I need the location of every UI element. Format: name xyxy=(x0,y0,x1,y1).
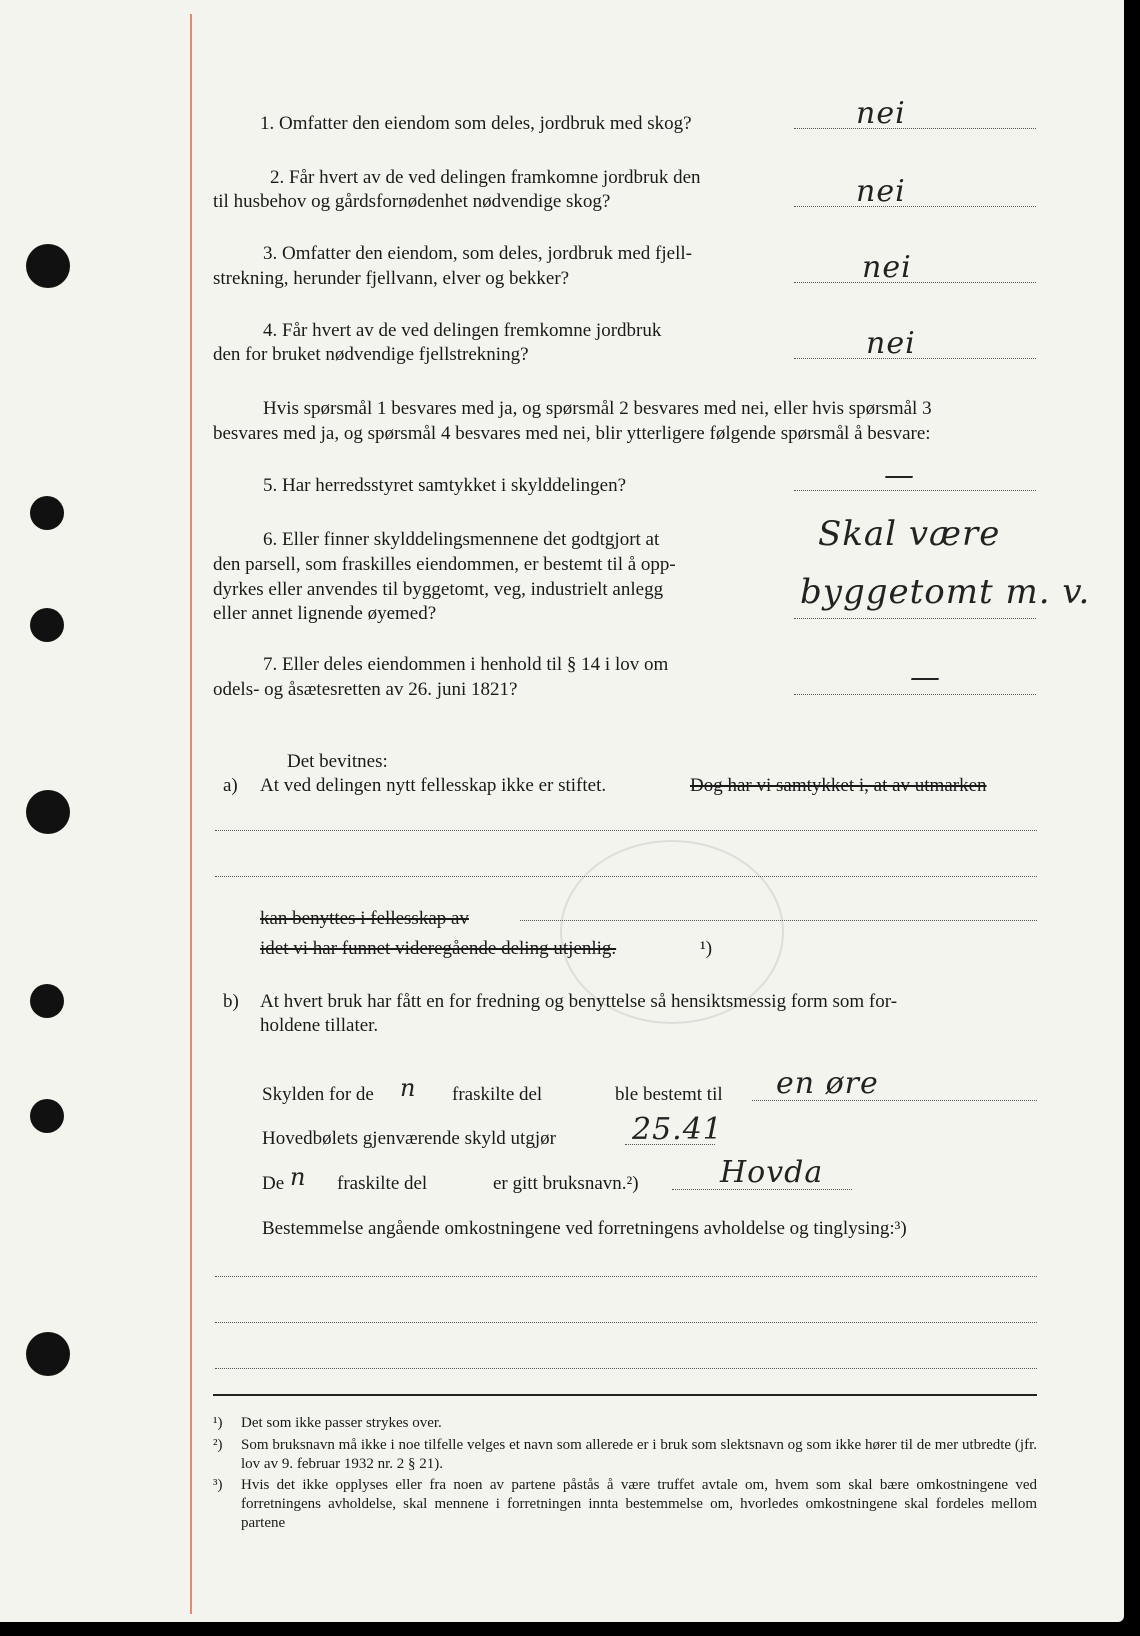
footnote-text: Det som ikke passer strykes over. xyxy=(241,1415,442,1431)
footnote-text: Som bruksnavn må ikke i noe tilfelle velges et navn som allerede er i bruk som slektsnavn og som ikke hører til de mer utbredte (jfr. lov av 9. februar 1932 nr. 2 § 21). xyxy=(241,1437,1037,1472)
punch-hole xyxy=(30,496,64,530)
punch-hole xyxy=(26,790,70,834)
hoved-label: Hovedbølets gjenværende skyld utgjør xyxy=(262,1128,556,1149)
question-5: 5. Har herredsstyret samtykket i skylddelingen? xyxy=(263,475,627,496)
footnote-mark: ³) xyxy=(213,1477,223,1493)
footnote-2 xyxy=(213,1436,1037,1476)
footnote-3 xyxy=(213,1476,1037,1536)
skyld-handwritten-n: n xyxy=(400,1074,417,1102)
blank-line xyxy=(520,920,1037,921)
question-4-line2: den for bruket nødvendige fjellstrekning? xyxy=(213,344,529,365)
attest-struck-2: kan benyttes i fellesskap av xyxy=(260,908,469,929)
attest-a-label: a) xyxy=(223,775,238,796)
footnote-mark: ¹) xyxy=(213,1415,223,1431)
attest-struck-3-note: ¹) xyxy=(700,938,713,959)
question-6-line2: den parsell, som fraskilles eiendommen, er bestemt til å opp- xyxy=(213,554,676,575)
question-1: 1. Omfatter den eiendom som deles, jordbruk med skog? xyxy=(260,113,692,134)
punch-hole xyxy=(30,1099,64,1133)
skyld-label-post: ble bestemt til xyxy=(615,1084,723,1105)
punch-hole xyxy=(26,244,70,288)
answer-line xyxy=(794,282,1036,283)
question-3-line1: 3. Omfatter den eiendom, som deles, jordbruk med fjell- xyxy=(263,243,692,264)
attest-b-line2: holdene tillater. xyxy=(260,1015,379,1036)
margin-line xyxy=(190,14,192,1614)
attest-b-label: b) xyxy=(223,991,239,1012)
navn-handwritten-n: n xyxy=(290,1163,307,1191)
navn-value: Hovda xyxy=(720,1155,824,1190)
hoved-value: 25.41 xyxy=(632,1112,723,1147)
answer-q6-line2: byggetomt m. v. xyxy=(800,572,1091,612)
question-7-line1: 7. Eller deles eiendommen i henhold til § 14 i lov om xyxy=(263,654,669,675)
question-2-line2: til husbehov og gårdsfornødenhet nødvendige skog? xyxy=(213,191,611,212)
question-7-line2: odels- og åsætesretten av 26. juni 1821? xyxy=(213,679,518,700)
attest-a-struck: Dog har vi samtykket i, at av utmarken xyxy=(690,775,987,796)
skyld-label-pre: Skylden for de xyxy=(262,1084,374,1105)
footnote-rule xyxy=(213,1394,1037,1396)
attest-heading: Det bevitnes: xyxy=(287,751,388,772)
blank-line xyxy=(215,830,1037,831)
blank-line xyxy=(215,1276,1037,1277)
blank-line xyxy=(215,1322,1037,1323)
answer-q2: nei xyxy=(856,174,906,209)
answer-q3: nei xyxy=(862,250,912,285)
answer-q5: — xyxy=(884,458,915,493)
condition-line1: Hvis spørsmål 1 besvares med ja, og spørsmål 2 besvares med nei, eller hvis spørsmål 3 xyxy=(263,398,932,419)
navn-label-pre: De xyxy=(262,1173,285,1194)
answer-line xyxy=(794,618,1036,619)
answer-line xyxy=(794,128,1036,129)
question-3-line2: strekning, herunder fjellvann, elver og bekker? xyxy=(213,268,570,289)
question-6-line1: 6. Eller finner skylddelingsmennene det godtgjort at xyxy=(263,529,660,550)
footnote-1 xyxy=(213,1414,1037,1434)
punch-hole xyxy=(26,1332,70,1376)
attest-b-line1: At hvert bruk har fått en for fredning og benyttelse så hensiktsmessig form som for- xyxy=(260,991,898,1012)
attest-a-text: At ved delingen nytt fellesskap ikke er stiftet. xyxy=(260,775,607,796)
skyld-label-mid: fraskilte del xyxy=(452,1084,543,1105)
answer-q1: nei xyxy=(856,96,906,131)
answer-line xyxy=(794,206,1036,207)
answer-q4: nei xyxy=(866,326,916,361)
footnote-text: Hvis det ikke opplyses eller fra noen av partene påstås å være truffet avtale om, hvem som skal bære omkostningene ved forretningens avholdelse, skal mennene i forretningen innta bestemmelse om, hvorledes omkostningene skal fordeles mellom partene xyxy=(241,1477,1037,1531)
bestemmelse-label: Bestemmelse angående omkostningene ved forretningens avholdelse og tinglysing:³) xyxy=(262,1218,907,1239)
answer-q7: — xyxy=(910,660,941,695)
question-2-line1: 2. Får hvert av de ved delingen framkomne jordbruk den xyxy=(270,167,701,188)
punch-hole xyxy=(30,608,64,642)
condition-line2: besvares med ja, og spørsmål 4 besvares med nei, blir ytterligere følgende spørsmål å besvare: xyxy=(213,423,931,444)
punch-hole xyxy=(30,984,64,1018)
attest-struck-3: idet vi har funnet videregående deling utjenlig. xyxy=(260,938,617,959)
footnote-mark: ²) xyxy=(213,1437,223,1453)
navn-label-mid: fraskilte del xyxy=(337,1173,428,1194)
blank-line xyxy=(215,1368,1037,1369)
question-6-line4: eller annet lignende øyemed? xyxy=(213,603,437,624)
answer-line xyxy=(794,490,1036,491)
navn-label-post: er gitt bruksnavn.²) xyxy=(493,1173,639,1194)
question-6-line3: dyrkes eller anvendes til byggetomt, veg, industrielt anlegg xyxy=(213,579,664,600)
answer-q6-line1: Skal være xyxy=(818,514,1001,554)
question-4-line1: 4. Får hvert av de ved delingen fremkomne jordbruk xyxy=(263,320,662,341)
blank-line xyxy=(215,876,1037,877)
skyld-value: en øre xyxy=(776,1066,879,1101)
